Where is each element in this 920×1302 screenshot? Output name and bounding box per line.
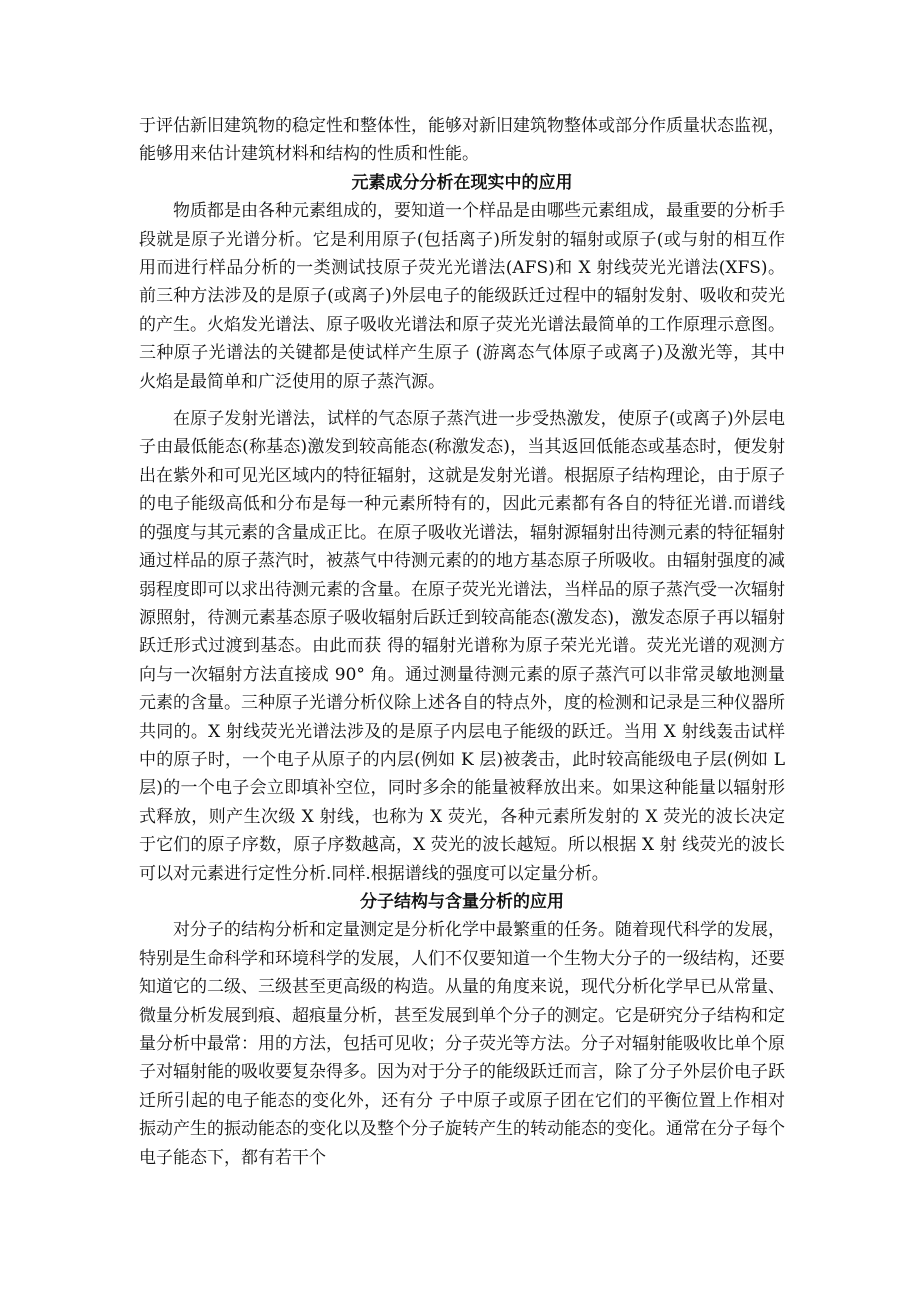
section-heading-molecules: 分子结构与含量分析的应用 (360, 891, 564, 912)
section-heading-elements: 元素成分分析在现实中的应用 (351, 172, 573, 193)
paragraph-gap (139, 396, 785, 405)
elements-paragraph-1: 物质都是由各种元素组成的，要知道一个样品是由哪些元素组成，最重要的分析手段就是原子光谱分析。它是利用原子(包括离子)所发射的辐射或原子(或与射的相互作用而进行样品分析的一类测试技原子荧光光谱法(AFS)和 X 射线荧光光谱法(XFS)。 前三种方法涉及的是原子(或离子)外层电子的能级跃迁过程中的辐射发射、吸收和荧光的产生。火焰发光谱法、原子吸收光谱法和原子荧光光谱法最简单的工作原理示意图。三种原子光谱法的关键都是使试样产生原子 (游离态气体原子或离子)及激光等，其中火焰是最简单和广泛使用的原子蒸汽源。 (139, 201, 785, 392)
document-page (139, 112, 785, 1172)
intro-paragraph: 于评估新旧建筑物的稳定性和整体性，能够对新旧建筑物整体或部分作质量状态监视，能够用来估计建筑材料和结构的性质和性能。 (139, 116, 785, 165)
elements-paragraph-2: 在原子发射光谱法，试样的气态原子蒸汽进一步受热激发，使原子(或离子)外层电子由最低能态(称基态)激发到较高能态(称激发态)，当其返回低能态或基态时，便发射出在紫外和可见光区域内的特征辐射，这就是发射光谱。根据原子结构理论，由于原子的电子能级高低和分布是每一种元素所特有的，因此元素都有各自的特征光谱.而谱线的强度与其元素的含量成正比。在原子吸收光谱法，辐射源辐射出待测元素的特征辐射通过样品的原子蒸汽时，被蒸气中待测元素的的地方基态原子所吸收。由辐射强度的减弱程度即可以求出待测元素的含量。在原子荧光光谱法，当样品的原子蒸汽受一次辐射源照射，待测元素基态原子吸收辐射后跃迁到较高能态(激发态)，激发态原子再以辐射跃迁形式过渡到基态。由此而获 得的辐射光谱称为原子荣光光谱。荧光光谱的观测方向与一次辐射方法直接成 90° 角。通过测量待测元素的原子蒸汽可以非常灵敏地测量元素的含量。三种原子光谱分析仪除上述各自的特点外，度的检测和记录是三种仪器所共同的。X 射线荧光光谱法涉及的是原子内层电子能级的跃迁。当用 X 射线轰击试样中的原子时，一个电子从原子的内层(例如 K 层)被袭击，此时较高能级电子层(例如 L 层)的一个电子会立即填补空位，同时多余的能量被释放出来。如果这种能量以辐射形式释放，则产生次级 X 射线，也称为 X 荧光，各种元素所发射的 X 荧光的波长决定于它们的原子序数，原子序数越高，X 荧光的波长越短。所以根据 X 射 线荧光的波长可以对元素进行定性分析.同样.根据谱线的强度可以定量分析。 (139, 409, 785, 884)
molecules-paragraph-1: 对分子的结构分析和定量测定是分析化学中最繁重的任务。随着现代科学的发展，特别是生命科学和环境科学的发展，人们不仅要知道一个生物大分子的一级结构，还要知道它的二级、三级甚至更高级的构造。从量的角度来说，现代分析化学早已从常量、微量分析发展到痕、超痕量分析，甚至发展到单个分子的测定。它是研究分子结构和定量分析中最常：用的方法，包括可见收；分子荧光等方法。分子对辐射能吸收比单个原子对辐射能的吸收要复杂得多。因为对于分子的能级跃迁而言，除了分子外层价电子跃迁所引起的电子能态的变化外，还有分 子中原子或原子团在它们的平衡位置上作相对振动产生的振动能态的变化以及整个分子旋转产生的转动能态的变化。通常在分子每个电子能态下，都有若干个 (139, 920, 785, 1168)
